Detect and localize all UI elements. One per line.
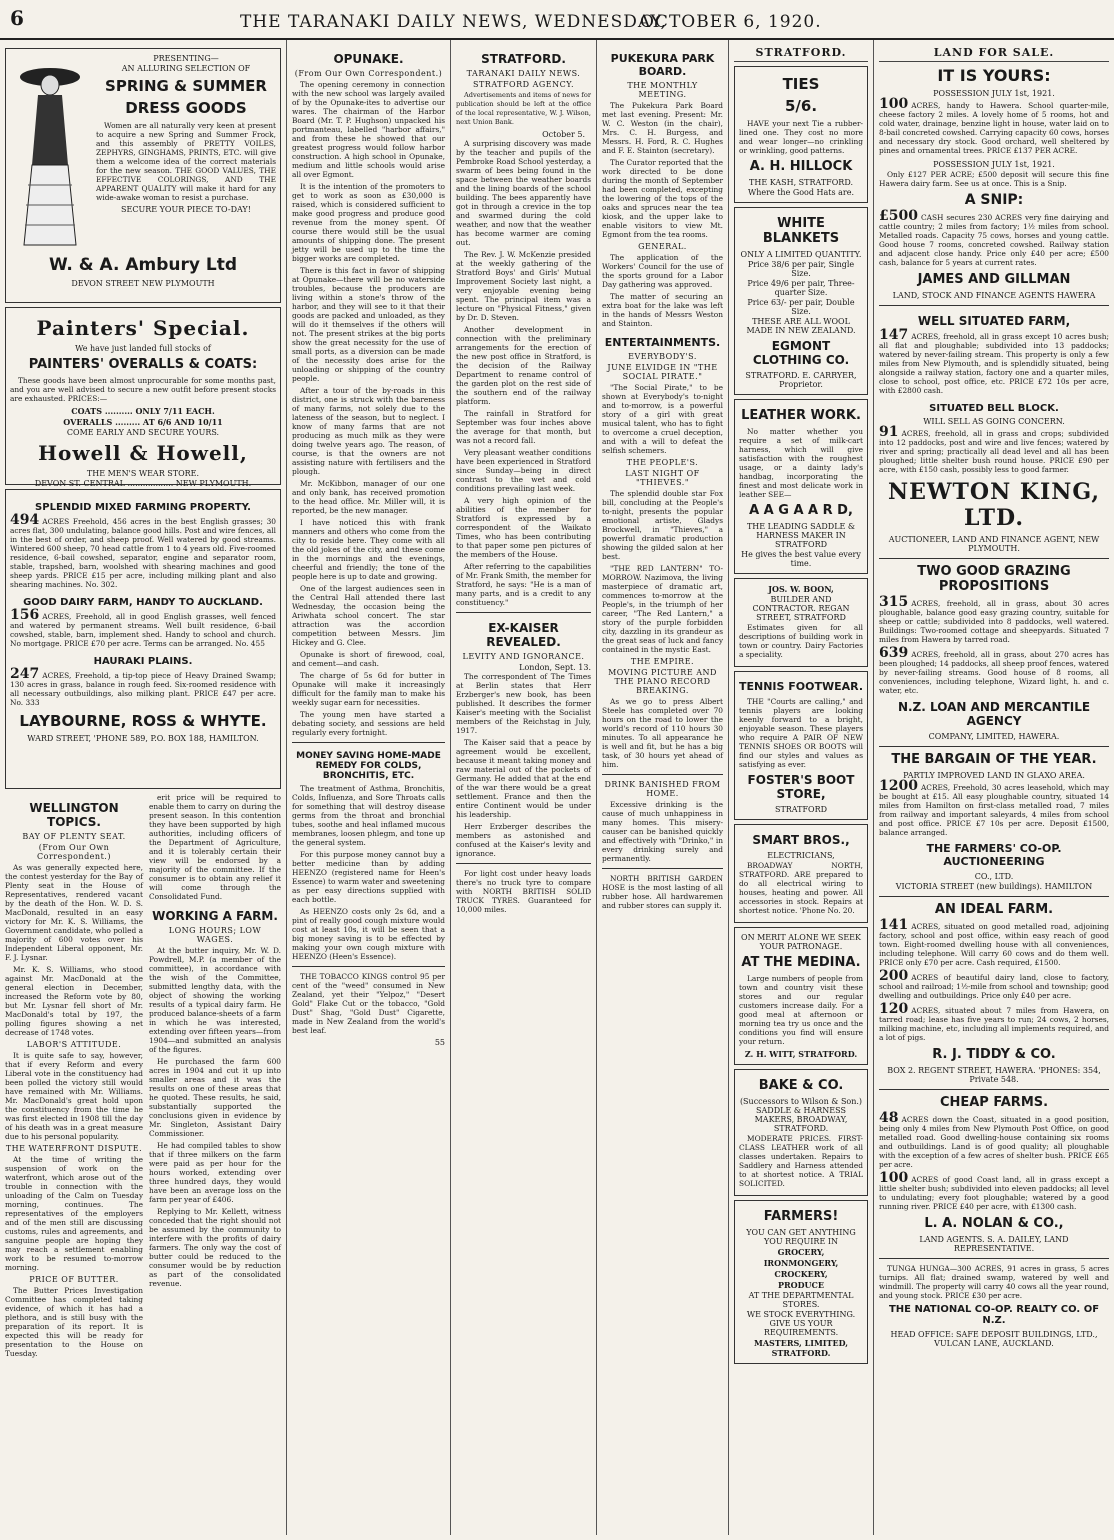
pukekura-p2: The Curator reported that the work directed to be done during the month of September had been completed, excepting the lowering of the tops of the oaks and spruces near the tea kiosk, and the upper lake to enable visitors to view Mt. Egmont from the tea rooms. bbox=[602, 158, 723, 239]
masthead bbox=[0, 0, 1114, 40]
wellington-corr: (From Our Own Correspondent.) bbox=[37, 843, 111, 861]
remedy-p2: For this purpose money cannot buy a better medicine than by adding HEENZO (registered name for Heen's Essence) to warm water and sweetening as per easy directions supplied with each bottle. bbox=[292, 850, 445, 904]
ambury-line-1: PRESENTING— bbox=[153, 54, 219, 63]
coop-name: THE NATIONAL CO-OP. REALTY CO. OF N.Z. bbox=[888, 1304, 1100, 1326]
bargain-sub: PARTLY IMPROVED LAND IN GLAXO AREA. bbox=[903, 771, 1085, 780]
nolan-name: L. A. NOLAN & CO., bbox=[924, 1216, 1064, 1231]
opunake-p7: One of the largest audiences seen in the Central Hall attended there last Wednesday, the occasion being the Ariwhata school concert. The star attraction was the accordion competition between Messrs. Jim Hickey and G. Clee. bbox=[292, 584, 445, 647]
bake-advert bbox=[734, 1069, 868, 1196]
ambury-address: DEVON STREET NEW PLYMOUTH bbox=[71, 279, 215, 288]
farm-p8: He purchased the farm 600 acres in 1904 and cut it up into smaller areas and it was the results on one of these areas that he quoted. These results, he said, substantially supported the conclusions given in evidence by Mr. Singleton, Assistant Dairy Commissioner. bbox=[149, 1057, 281, 1138]
ent-p6: The splendid double star Fox bill, concluding at the People's to-night, presents the popular emotional artiste, Gladys Brockwell, in "Thieves," a powerful dramatic production showing the gilded salon at her best. bbox=[602, 489, 723, 561]
smart-name: SMART BROS., bbox=[752, 833, 850, 847]
wellington-sub1: BAY OF PLENTY SEAT. bbox=[22, 832, 126, 841]
opunake-p1: The opening ceremony in connection with the new school was largely availed of by the Opunake-ites to advertise our wares. The chairman of the Harbor Board (Mr. T. P. Hughson) unpacked his portmanteau, labelled "harbor affairs," and from these he showed that our greatest progress would follow harbor construction. A high school in Opunake, medium and little schools would arise all over Egmont. bbox=[292, 80, 445, 179]
wellington-sub3: THE WATERFRONT DISPUTE. bbox=[5, 1144, 143, 1153]
blankets-single: Price 38/6 per pair, Single Size. bbox=[747, 260, 855, 278]
ties-title: TIES bbox=[782, 75, 820, 93]
listing-number: 639 bbox=[879, 645, 909, 661]
listing-text: ACRES, situated about 7 miles from Hawera, on tarred road; lease has five years to run; 24 cows, 2 horses, milking machine, etc, including all implements required, and a lot of pigs. bbox=[879, 1006, 1109, 1042]
kaiser-p2: The Kaiser said that a peace by agreement would be excellent, because it meant taking money and raw material out of the pockets of Germany. He added that at the end of the war there would be a great settlement. France and then the entire Continent would be under his leadership. bbox=[456, 738, 591, 819]
tyre-advert: For light cost under heavy loads there's no truck tyre to compare with NORTH BRITISH SOLID TRUCK TYRES. Guaranteed for 10,000 miles. bbox=[456, 869, 591, 914]
tennis-advert bbox=[734, 671, 868, 820]
listing-number: 48 bbox=[879, 1110, 899, 1126]
bell-sub: WILL SELL AS GOING CONCERN. bbox=[923, 417, 1065, 426]
medina-advert bbox=[734, 927, 868, 1065]
listing-text: ACRES, Freehold, all in good English grasses, well fenced and watered by permanent streams. Well built residence, 6-bail cowshed, stable, barn, implement shed. Handy to school and church. No mortgage. PRICE £70 per acre. Terms can be arranged. No. 455 bbox=[10, 612, 276, 648]
everybodys: EVERYBODY'S. bbox=[628, 352, 697, 361]
wellington-p6: erit price will be required to enable them to carry on during the present season. In this contention they have been supported by high authorities, including officers of the Department of Agriculture, and it is tolerably certain their view will be endorsed by a majority of the committee. If the consumer is to obtain any relief it will come through the Consolidated Fund. bbox=[149, 793, 281, 901]
newton-name: NEWTON KING, LTD. bbox=[887, 479, 1101, 531]
ambury-cta: SECURE YOUR PIECE TO-DAY! bbox=[121, 205, 251, 214]
leather-advert bbox=[734, 399, 868, 574]
ironmongery: IRONMONGERY, bbox=[763, 1258, 839, 1268]
listing-number: 156 bbox=[10, 607, 40, 623]
howell-address: DEVON ST. CENTRAL .................. NEW PLYMOUTH. bbox=[34, 479, 252, 488]
listing-number: 494 bbox=[10, 512, 40, 528]
jg-name: JAMES AND GILLMAN bbox=[917, 272, 1071, 287]
stratford-p1: A surprising discovery was made by the teacher and pupils of the Pembroke Road School yesterday, a swarm of bees being found in the space between the weather boards and the lining boards of the school building. The bees apparently have got in through a crevice in the top and swarmed during the cold weather, and now that the weather has become warmer are coming out. bbox=[456, 139, 591, 247]
tobacco-advert: THE TOBACCO KINGS control 95 per cent of the "weed" consumed in New Zealand, yet their "Yelpoz," "Desert Gold" Flake Cut or the tobacco, "Gold Dust" Shag, "Gold Dust" Cigarette, made in New Zealand from the world's best leaf. bbox=[292, 972, 445, 1035]
nzloan-name: N.Z. LOAN AND MERCANTILE AGENCY bbox=[897, 700, 1091, 728]
laybourne-l2-title: GOOD DAIRY FARM, HANDY TO AUCKLAND. bbox=[23, 597, 263, 608]
howell-tag: THE MEN'S WEAR STORE. bbox=[86, 469, 200, 478]
pukekura-p3: The application of the Workers' Council for the use of the sports ground for a Labor Day gathering was approved. bbox=[602, 253, 723, 289]
bargain-title: THE BARGAIN OF THE YEAR. bbox=[891, 752, 1097, 767]
ent-p7: "THE RED LANTERN" TO-MORROW. Nazimova, the living masterpiece of dramatic art, commences to-morrow at the People's, in the triumph of her career, "The Red Lantern," a story of the purple forbidden city, dazzling in its grandeur as the great seas of luck and fancy contained in the mystic East. bbox=[602, 564, 723, 654]
page-number: 6 bbox=[10, 6, 24, 30]
smart-body: BROADWAY NORTH, STRATFORD. ARE prepared to do all electrical wiring to houses, heating and power. All accessories in stock. Repairs at shortest notice. 'Phone No. 20. bbox=[739, 861, 863, 915]
ambury-advert bbox=[5, 48, 281, 303]
wellington-p2: Mr. K. S. Williams, who stood against Mr. MacDonald at the general election in December, increased the Reform vote by 80, but Mr. Lysnar fell short of Mr. MacDonald's total by 197, the polling figures showing a net decrease of 1748 votes. bbox=[5, 965, 143, 1037]
produce: PRODUCE bbox=[777, 1280, 824, 1290]
empire-sub: MOVING PICTURE AND THE PIANO RECORD BREAKING. bbox=[608, 668, 717, 695]
boon-sub: BUILDER AND CONTRACTOR. REGAN STREET, STRATFORD bbox=[752, 595, 850, 622]
column-6-head: LAND FOR SALE. bbox=[879, 46, 1109, 62]
drink-p9: Excessive drinking is the cause of much unhappiness in many homes. This misery-causer can be banished quickly and effectively with "Drinko," in every drinking surely and permanently. bbox=[602, 800, 723, 863]
aagaard-tag: He gives the best value every time. bbox=[741, 550, 861, 568]
farm-p7: At the butter inquiry, Mr. W. D. Powdrell, M.P. (a member of the committee), in accordance with the wish of the Committee, submitted lengthy data, with the object of showing the working results of a typical dairy farm. He produced balance-sheets of a farm in which he was interested, extending over fifteen years—from 1904—and submitted an analysis of the figures. bbox=[149, 946, 281, 1054]
witt-name: Z. H. WITT, STRATFORD. bbox=[744, 1049, 858, 1059]
social-pirate: JUNE ELVIDGE IN "THE SOCIAL PIRATE." bbox=[607, 363, 718, 381]
egmont-name: EGMONT CLOTHING CO. bbox=[752, 339, 850, 367]
pukekura-p4: The matter of securing an extra boat for the lake was left in the hands of Messrs Weston and Stainton. bbox=[602, 292, 723, 328]
howell-advert bbox=[5, 307, 281, 488]
listing-text: ACRES, freehold, all in grass, about 270 acres has been ploughed; 14 paddocks, all sheep proof fences, watered by never-failing streams. Good house of 8 rooms, all conveniences, including telephone, Wizard light, h. and c. water, etc. bbox=[879, 650, 1109, 695]
column-4 bbox=[597, 44, 728, 1534]
listing-text: ACRES, freehold, all in grass and crops; subdivided into 12 paddocks, post and wire and live fences; watered by river and spring; practically all dead level and all has been ploughed; little shelter bush round house. PRICE £90 per acre, with £150 cash, possibly less to good farmer. bbox=[879, 429, 1109, 474]
leather-title: LEATHER WORK. bbox=[741, 408, 861, 423]
kaiser-title: EX-KAISER REVEALED. bbox=[486, 621, 561, 649]
listing-text: ACRES down the Coast, situated in a good position, being only 4 miles from New Plymouth Post Office, on good metalled road. Good dwelling-house containing six rooms and outbuildings. Land is of good quality; all ploughable with the exception of a few acres of shelter bush. PRICE £65 per acre. bbox=[879, 1115, 1109, 1169]
farmers-body: YOU CAN GET ANYTHING YOU REQUIRE IN bbox=[746, 1228, 856, 1246]
nolan-sub: LAND AGENTS. S. A. DAILEY, LAND REPRESENTATIVE. bbox=[919, 1235, 1069, 1253]
listing-639 bbox=[879, 645, 1109, 695]
dateline: OCTOBER 6, 1920. bbox=[640, 12, 822, 32]
peoples: THE PEOPLE'S. bbox=[626, 458, 699, 467]
dept-stores: AT THE DEPARTMENTAL STORES. bbox=[748, 1291, 854, 1309]
listing-number: 247 bbox=[10, 666, 40, 682]
pukekura-p1: The Pukekura Park Board met last evening. Present: Mr. W. C. Weston (in the chair), Mrs. C. H. Burgess, and Messrs. H. Ford, R. C. Hughes and F. E. Stainton (secretary). bbox=[602, 101, 723, 155]
listing-number: 147 bbox=[879, 327, 909, 343]
listing-91 bbox=[879, 424, 1109, 474]
wellington-p5: The Butter Prices Investigation Committee has completed taking evidence, of which it has had a plethora, and is still busy with the preparation of its report. It is expected this will be ready for presentation to the House on Tuesday. bbox=[5, 1286, 143, 1358]
ambury-name: W. & A. Ambury Ltd bbox=[49, 255, 237, 275]
blankets-note: THESE ARE ALL WOOL MADE IN NEW ZEALAND. bbox=[746, 317, 856, 335]
farm-title: WORKING A FARM. bbox=[152, 909, 278, 923]
merit-line: ON MERIT ALONE WE SEEK YOUR PATRONAGE. bbox=[741, 933, 861, 951]
tennis-title: TENNIS FOOTWEAR. bbox=[739, 680, 864, 693]
listing-text: ACRES, freehold, all in grass except 10 acres bush; all flat and ploughable; subdivided into 13 paddocks; watered by never-failing stream. This property is only a few miles from New Plymouth, and is splendidly situated, being alongside a railway station, factory one and a quarter miles, close to school, post office, etc. PRICE £72 10s per acre, with £2800 cash. bbox=[879, 332, 1109, 395]
possession-2: POSSESSION JULY 1st, 1921. bbox=[933, 160, 1055, 169]
howell-name: Howell & Howell, bbox=[38, 441, 248, 465]
howell-cta: COME EARLY AND SECURE YOURS. bbox=[66, 428, 220, 437]
divider bbox=[879, 896, 1109, 897]
divider bbox=[292, 966, 445, 967]
listing-147 bbox=[879, 327, 1109, 395]
bake-body: MODERATE PRICES. FIRST-CLASS LEATHER work of all classes undertaken. Repairs to Saddlery and Harness attended to at shortest notice. A TRIAL SOLICITED. bbox=[739, 1134, 863, 1188]
divider bbox=[879, 305, 1109, 306]
opunake-p10: The young men have started a debating society, and sessions are held regularly every fortnight. bbox=[292, 710, 445, 737]
fashion-figure-icon bbox=[10, 55, 90, 255]
tiddy-name: R. J. TIDDY & CO. bbox=[932, 1047, 1056, 1062]
divider bbox=[456, 612, 591, 613]
divider bbox=[879, 1089, 1109, 1090]
ambury-body: Women are all naturally very keen at present to acquire a new Spring and Summer Frock, and this assembly of PRETTY VOILES, ZEPHYRS, GINGHAMS, PRINTS, ETC. will give them a welcome idea of the correct materials for the new season. THE GOOD VALUES, THE EFFECTIVE COLORINGS, AND THE APPARENT QUALITY will make it hard for any wide-awake woman to resist a purchase. bbox=[96, 121, 276, 202]
hillock-name: A. H. HILLOCK bbox=[749, 159, 853, 174]
stratford-p3: Another development in connection with the preliminary arrangements for the erection of the new post office in Stratford, is the decision of the Railway Department to rename control of the garden plot on the rest side of the southern end of the railway platform. bbox=[456, 325, 591, 406]
wellington-p1: As was generally expected here, the contest yesterday for the Bay of Plenty seat in the House of Representatives, rendered vacant by the death of the Hon. W. D. S. MacDonald, resulted in an easy victory for Mr. K. S. Williams, the Government candidate, who polled a majority of 600 votes over his Independent Liberal opponent, Mr. F. J. Lysnar. bbox=[5, 863, 143, 962]
laybourne-l3-title: HAURAKI PLAINS. bbox=[93, 656, 193, 667]
wellington-p4: At the time of writing the suspension of work on the waterfront, which arose out of the trouble in connection with the unloading of the Calm on Tuesday morning, continues. The representatives of the employers and of the men still are discussing customs, rules and agreements, and sanguine people are hoping they may reach a settlement enabling work to be resumed to-morrow morning. bbox=[5, 1155, 143, 1272]
column-5 bbox=[729, 44, 873, 1534]
snip-title: A SNIP: bbox=[964, 192, 1024, 208]
listing-156 bbox=[10, 607, 276, 648]
wellington-col-a bbox=[5, 793, 143, 1361]
kaiser-dateline: London, Sept. 13. bbox=[519, 663, 591, 672]
listing-number: 1200 bbox=[879, 778, 918, 794]
ties-advert bbox=[734, 66, 868, 203]
pukekura-general: GENERAL. bbox=[638, 242, 687, 251]
listing-number: £500 bbox=[879, 208, 918, 224]
peoples-sub: LAST NIGHT OF "THIEVES." bbox=[625, 469, 700, 487]
listing-text: ACRES of good Coast land, all in grass except a little shelter bush; subdivided into eleven paddocks; all level to undulating; every foot ploughable; watered by a good running river. PRICE £40 per acre, with £1300 cash. bbox=[879, 1175, 1109, 1211]
column-5-head: STRATFORD. bbox=[734, 46, 868, 62]
kaiser-p3: Herr Erzberger describes the members as astonished and confused at the Kaiser's levity and ignorance. bbox=[456, 822, 591, 858]
opunake-p8: Opunake is short of firewood, coal, and cement—and cash. bbox=[292, 650, 445, 668]
boon-advert bbox=[734, 578, 868, 667]
boon-name: JOS. W. BOON, bbox=[768, 584, 834, 594]
howell-title: Painters' Special. bbox=[36, 316, 250, 340]
stratford-agency-text: Advertisements and items of news for publication should be left at the office of the local representative, W. J. Wilson, next Union Bank. bbox=[456, 91, 591, 126]
smart-sub: ELECTRICIANS, bbox=[767, 851, 835, 860]
remedy-title: MONEY SAVING HOME-MADE REMEDY FOR COLDS, BRONCHITIS, ETC. bbox=[296, 751, 441, 781]
listing-number: 141 bbox=[879, 917, 909, 933]
listing-text: ACRES Freehold, 456 acres in the best English grasses; 30 acres flat, 300 undulating, balance good hills. Post and wire fences, all in the best of order, and sheep proof. Well watered by good streams. Wintered 600 sheep, 70 head cattle from 1 to 4 years old. Five-roomed residence, 6-bail cowshed, separator, engine and separator room, stable, trapshed, barn, woolshed with shearing machines and good sheep yards. PRICE £15 per acre, including milking plant and also shearing machines. No. 302. bbox=[10, 517, 276, 589]
listing-500 bbox=[879, 208, 1109, 267]
yours-title: IT IS YOURS: bbox=[937, 66, 1051, 85]
opunake-p6: I have noticed this with frank manners and others who come from the city to reside here. They come with all the old jokes of the city, and these come in the mornings and the evenings, cheerful and friendly; the tone of the people here is up to date and growing. bbox=[292, 518, 445, 581]
blankets-title: WHITE BLANKETS bbox=[762, 216, 840, 246]
remedy-p3: As HEENZO costs only 2s 6d, and a pint of really good cough mixture would cost at least 10s, it will be seen that a big money saving is to be effected by making your own cough mixture with HEENZO (Heen's Essence). bbox=[292, 907, 445, 961]
listing-number: 120 bbox=[879, 1001, 909, 1017]
aagaard-sub: THE LEADING SADDLE & HARNESS MAKER IN STRATFORD bbox=[746, 522, 856, 549]
divider bbox=[879, 1258, 1109, 1259]
column-3 bbox=[451, 44, 596, 1534]
ambury-headline-1: SPRING & SUMMER bbox=[105, 77, 267, 95]
grocery: GROCERY, bbox=[777, 1247, 825, 1257]
divider bbox=[879, 746, 1109, 747]
tennis-body: THE "Courts are calling," and tennis players are looking keenly forward to a bright, enjoyable season. These players who require A PAIR OF NEW TENNIS SHOES OR BOOTS will find our styles and values as satisfying as ever. bbox=[739, 697, 863, 769]
listing-247 bbox=[10, 666, 276, 707]
divider bbox=[456, 863, 591, 864]
possession-1: POSSESSION JULY 1st, 1921. bbox=[933, 89, 1055, 98]
laybourne-advert bbox=[5, 489, 281, 789]
bake-sub: (Successors to Wilson & Son.) SADDLE & HARNESS MAKERS, BROADWAY, STRATFORD. bbox=[739, 1097, 863, 1133]
column-2 bbox=[287, 44, 450, 1534]
laybourne-name: LAYBOURNE, ROSS & WHYTE. bbox=[19, 712, 267, 730]
fcoop-name: THE FARMERS' CO-OP. AUCTIONEERING bbox=[926, 842, 1062, 868]
howell-coats: COATS .......... ONLY 7/11 EACH. bbox=[71, 406, 215, 416]
foster-name: FOSTER'S BOOT STORE, bbox=[747, 773, 855, 801]
listing-text: ACRES of beautiful dairy land, close to factory, school and railroad; 1½-mile from school and township; good dwelling and outbuildings. Price only £40 per acre. bbox=[879, 973, 1109, 1000]
listing-315 bbox=[879, 594, 1109, 644]
kaiser-p1: The correspondent of The Times at Berlin states that Herr Erzberger's new book, has been published. It describes the former Kaiser's meeting with the Socialist members of the Reichstag in July, 1917. bbox=[456, 672, 591, 735]
listing-text: ACRES, freehold, all in grass, about 30 acres ploughable, balance good easy grazing country, suitable for sheep or cattle; subdivided into 8 paddocks, well watered. Buildings: Two-roomed cottage and sheepyards. Situated 7 miles from Hawera by tarred road. bbox=[879, 599, 1109, 644]
stratford-p6: A very high opinion of the abilities of the member for Stratford is expressed by a correspondent of the Waikato Times, who has been contributing to that paper some pen pictures of the members of the House. bbox=[456, 496, 591, 559]
column-6 bbox=[874, 44, 1114, 1534]
listing-text: ACRES, Freehold, 30 acres leasehold, which may be bought at £15. All easy ploughable country, situated 14 miles from Hamilton on first-class metalled road, 7 miles from railway and important saleyards, 4 miles from school and post office. PRICE £7 10s per acre. Deposit £1500, balance arranged. bbox=[879, 783, 1109, 837]
egmont-sub: STRATFORD. E. CARRYER, Proprietor. bbox=[745, 371, 857, 389]
listing-number: 100 bbox=[879, 1170, 909, 1186]
opunake-p4: After a tour of the by-roads in this district, one is struck with the bareness of many farms, not solely due to the lateness of the season, but to neglect. I know of many farms that are not producing as much milk as they were doing twelve years ago. The reason, of course, is that the owners are not assisting nature with fertilisers and the plough. bbox=[292, 386, 445, 476]
foster-sub: STRATFORD bbox=[774, 805, 828, 814]
hillock-tag: Where the Good Hats are. bbox=[747, 188, 855, 197]
ideal-title: AN IDEAL FARM. bbox=[934, 902, 1054, 917]
listing-number: 315 bbox=[879, 594, 909, 610]
listing-494 bbox=[10, 512, 276, 589]
farmers-title: FARMERS! bbox=[763, 1209, 839, 1224]
column-1 bbox=[0, 44, 286, 1534]
medina-body: Large numbers of people from town and country visit these stores and our regular customers increase daily. For a good meal at afternoon or morning tea try us once and the conditions you find will ensure your return. bbox=[739, 974, 863, 1046]
opunake-p9: The charge of 5s 6d for butter in Opunake will make it increasingly difficult for the family man to make his weekly sugar earn for necessities. bbox=[292, 671, 445, 707]
wellington-col-b bbox=[149, 793, 281, 1361]
opunake-p3: There is this fact in favor of shipping at Opunake—there will be no waterside troubles, because the producers are living within a stone's throw of the harbor, and they will see to it that their goods are packed and unloaded, as they will do it themselves if the others will not. The present strikes at the big ports show the great necessity for the use of small ports, as a diversion can be made of the necessity does arise for the unloading or shipping of the country people. bbox=[292, 266, 445, 383]
howell-overalls: OVERALLS ......... AT 6/6 AND 10/11 bbox=[63, 417, 223, 427]
stratford-p4: The rainfall in Stratford for September was four inches above the average for that month, but was not a record fall. bbox=[456, 409, 591, 445]
howell-sub2: PAINTERS' OVERALLS & COATS: bbox=[28, 357, 258, 372]
ties-price: 5/6. bbox=[784, 97, 818, 115]
listing-number: 200 bbox=[879, 968, 909, 984]
wellington-title: WELLINGTON TOPICS. bbox=[29, 801, 119, 829]
listing-100 bbox=[879, 96, 1109, 155]
two-grazing-title: TWO GOOD GRAZING PROPOSITIONS bbox=[917, 564, 1071, 594]
wellington-section bbox=[5, 793, 281, 1361]
listing-48 bbox=[879, 1110, 1109, 1169]
medina-title: AT THE MEDINA. bbox=[741, 955, 861, 970]
well-title: WELL SITUATED FARM, bbox=[917, 314, 1071, 328]
yours-p2: Only £127 PER ACRE; £500 deposit will secure this fine Hawera dairy farm. See us at once. This is a Snip. bbox=[879, 170, 1109, 188]
listing-200 bbox=[879, 968, 1109, 1000]
listing-text: ACRES, Freehold, a tip-top piece of Heavy Drained Swamp; 130 acres in grass, balance in rough feed. Six-roomed residence with all necessary outbuildings, also milking plant. PRICE £47 per acre. No. 333 bbox=[10, 671, 276, 707]
opunake-p2: It is the intention of the promoters to get to work as soon as £30,000 is raised, which is considered sufficient to make good progress and produce good revenue from the money spent. Of course there would still be the usual amounts of shipping done. The present jetty will be used up to the time the bigger works are completed. bbox=[292, 182, 445, 263]
farm-p9: He had compiled tables to show that if three milkers on the farm were paid as per hour for the hours worked, extending over three hundred days, they would have been an average loss on the farm per year of £406. bbox=[149, 1141, 281, 1204]
farm-p10: Replying to Mr. Kellett, witness conceded that the right should not be assumed by the community to interfere with the profits of dairy farmers. The only way the cost of butter could be reduced to the consumer would be by reduction as part of the consolidated revenue. bbox=[149, 1207, 281, 1288]
kaiser-sub: LEVITY AND IGNORANCE. bbox=[462, 652, 585, 661]
opunake-p5: Mr. McKibbon, manager of our one and only bank, has received promotion to the head office. Mr. Miller will, it is reported, be the new manager. bbox=[292, 479, 445, 515]
ent-p5: "The Social Pirate," to be shown at Everybody's to-night and to-morrow, is a powerful story of a girl with great musical talent, who has to fight to overcome a cruel deception, and with a will to defeat the selfish schemers. bbox=[602, 383, 723, 455]
laybourne-address: WARD STREET, 'PHONE 589, P.O. BOX 188, HAMILTON. bbox=[27, 734, 259, 743]
newton-sub: AUCTIONEER, LAND AND FINANCE AGENT, NEW PLYMOUTH. bbox=[888, 535, 1100, 553]
crockery: CROCKERY, bbox=[774, 1269, 828, 1279]
leather-body: No matter whether you require a set of milk-cart harness, which will give satisfaction with the roughest usage, or a dainty lady's handbag, incorporating the finest and most delicate work in leather SEE— bbox=[739, 427, 863, 499]
ambury-headline-2: DRESS GOODS bbox=[125, 99, 247, 117]
wellington-sub4: PRICE OF BUTTER. bbox=[29, 1275, 119, 1284]
blankets-double: Price 63/- per pair, Double Size. bbox=[747, 298, 855, 316]
entertainments-title: ENTERTAINMENTS. bbox=[604, 336, 721, 349]
garden-hose-advert: NORTH BRITISH GARDEN HOSE is the most lasting of all rubber hose. All hardwaremen and rubber stores can supply it. bbox=[602, 874, 723, 910]
masters-name: MASTERS, LIMITED, STRATFORD. bbox=[753, 1338, 849, 1358]
pukekura-title: PUKEKURA PARK BOARD. bbox=[610, 52, 715, 78]
pukekura-sub: THE MONTHLY MEETING. bbox=[627, 81, 698, 99]
ent-p8: As we go to press Albert Steele has completed over 70 hours on the road to lower the world's record of 110 hours 30 minutes. To all appearance he is well and fit, but he has a big task, of 30 hours yet ahead of him. bbox=[602, 697, 723, 769]
ties-body: HAVE your next Tie a rubber-lined one. They cost no more and wear longer—no crinkling or wrinkling, good patterns. bbox=[739, 119, 863, 155]
nzloan-sub: COMPANY, LIMITED, HAWERA. bbox=[928, 732, 1060, 741]
aagaard-name: A A G A A R D, bbox=[749, 503, 853, 518]
divider bbox=[879, 558, 1109, 559]
ambury-line-2: AN ALLURING SELECTION OF bbox=[121, 64, 251, 73]
fcoop-sub: CO., LTD. bbox=[974, 872, 1014, 881]
listing-text: ACRES, situated on good metalled road, adjoining factory, school and post office, within easy reach of good town. Eight-roomed dwelling house with all conveniences, including telephone. Will carry 60 cows and do them well. PRICE only £70 per acre. Cash required, £1500. bbox=[879, 922, 1109, 967]
remedy-p1: The treatment of Asthma, Bronchitis, Colds, Influenza, and Sore Throats calls for something that will destroy disease germs from the throat and bronchial tubes, soothe and heal inflamed mucous membranes, loosen phlegm, and tone up the general system. bbox=[292, 784, 445, 847]
stratford-sub: TARANAKI DAILY NEWS. bbox=[466, 69, 581, 78]
listing-120 bbox=[879, 1001, 1109, 1042]
tunga-listing: TUNGA HUNGA—300 ACRES, 91 acres in grass, 5 acres turnips. All flat; drained swamp, watered by well and windmill. The property will carry 40 cows all the year round, and young stock. PRICE £30 per acre. bbox=[879, 1264, 1109, 1300]
blankets-three-quarter: Price 49/6 per pair, Three-quarter Size. bbox=[747, 279, 855, 297]
listing-number: 91 bbox=[879, 424, 899, 440]
stratford-agency: STRATFORD AGENCY. bbox=[472, 80, 575, 89]
divider bbox=[602, 774, 723, 775]
tiddy-sub: BOX 2. REGENT STREET, HAWERA. 'PHONES: 354, Private 548. bbox=[887, 1066, 1101, 1084]
howell-sub1: We have just landed full stocks of bbox=[75, 344, 211, 353]
wellington-sub2: LABOR'S ATTITUDE. bbox=[26, 1040, 122, 1049]
opunake-title: OPUNAKE. bbox=[333, 52, 404, 66]
stratford-title: STRATFORD. bbox=[481, 52, 566, 66]
smart-advert bbox=[734, 824, 868, 923]
laybourne-title: SPLENDID MIXED FARMING PROPERTY. bbox=[35, 502, 251, 513]
listing-text: CASH secures 230 ACRES very fine dairying and cattle country; 2 miles from factory; 1½ miles from school. Metalled roads. Capacity 75 cows, horses and young cattle. Good house 7 rooms, concreted cowshed. Railway station and adjacent close handy. Price only £40 per acre; £500 cash, balance for 5 years at current rates. bbox=[879, 213, 1109, 267]
divider bbox=[602, 868, 723, 869]
empire: THE EMPIRE. bbox=[630, 657, 695, 666]
cheap-title: CHEAP FARMS. bbox=[939, 1095, 1049, 1110]
tobacco-number: 55 bbox=[434, 1038, 445, 1047]
farm-sub: LONG HOURS; LOW WAGES. bbox=[168, 926, 262, 944]
stratford-date: October 5. bbox=[542, 130, 585, 139]
opunake-sub: (From Our Own Correspondent.) bbox=[294, 69, 443, 78]
boon-body: Estimates given for all descriptions of building work in town or country. Dairy Factories a speciality. bbox=[739, 623, 863, 659]
newspaper-title: THE TARANAKI DAILY NEWS, WEDNESDAY, bbox=[240, 12, 667, 32]
fcoop-address: VICTORIA STREET (new buildings). HAMILTON bbox=[895, 882, 1093, 891]
listing-text: ACRES, handy to Hawera. School quarter-mile, cheese factory 2 miles. A lovely home of 5 rooms, hot and cold water, drainage, benzine light in house, water laid on to 8-bail concreted cowshed. Carrying capacity 60 cows, horses and necessary dry stock. Good orchard, well sheltered by pines and ornamental trees. PRICE £137 PER ACRE. bbox=[879, 101, 1109, 155]
bake-name: BAKE & CO. bbox=[758, 1078, 844, 1093]
stock-line: WE STOCK EVERYTHING. GIVE US YOUR REQUIREMENTS. bbox=[746, 1310, 856, 1337]
listing-number: 100 bbox=[879, 96, 909, 112]
blankets-advert bbox=[734, 207, 868, 395]
listing-1200 bbox=[879, 778, 1109, 837]
wellington-p3: It is quite safe to say, however, that if every Reform and every Liberal vote in the constituency had been polled the victory still would have remained with Mr. Williams. Mr. MacDonald's great hold upon the constituency from the time he was first elected in 1908 till the day of his death was in a great measure due to his personal popularity. bbox=[5, 1051, 143, 1141]
divider bbox=[292, 742, 445, 743]
stratford-p2: The Rev. J. W. McKenzie presided at the weekly gathering of the Stratford Boys' and Girls' Mutual Improvement Society last night, a very enjoyable evening being spent. The principal item was a lecture on "Physical Fitness," given by Dr. D. Steven. bbox=[456, 250, 591, 322]
stratford-p5: Very pleasant weather conditions have been experienced in Stratford since Sunday—being in direct contrast to the wet and cold conditions prevailing last week. bbox=[456, 448, 591, 493]
listing-100b bbox=[879, 1170, 1109, 1211]
howell-body: These goods have been almost unprocurable for some months past, and you are well advised to secure a new outfit before present stocks are exhausted. PRICES:— bbox=[10, 376, 276, 403]
blankets-sub: ONLY A LIMITED QUANTITY. bbox=[740, 250, 862, 259]
bell-title: SITUATED BELL BLOCK. bbox=[929, 403, 1059, 414]
stratford-p7: After referring to the capabilities of Mr. Frank Smith, the member for Stratford, he says: "He is a man of many parts, and is a credit to any constituency." bbox=[456, 562, 591, 607]
drink-title: DRINK BANISHED FROM HOME. bbox=[604, 780, 721, 798]
listing-141 bbox=[879, 917, 1109, 967]
masters-advert bbox=[734, 1200, 868, 1364]
coop-sub: HEAD OFFICE: SAFE DEPOSIT BUILDINGS, LTD., VULCAN LANE, AUCKLAND. bbox=[890, 1330, 1098, 1348]
hillock-sub: THE KASH, STRATFORD. bbox=[749, 178, 853, 187]
jg-sub: LAND, STOCK AND FINANCE AGENTS HAWERA bbox=[892, 291, 1096, 300]
